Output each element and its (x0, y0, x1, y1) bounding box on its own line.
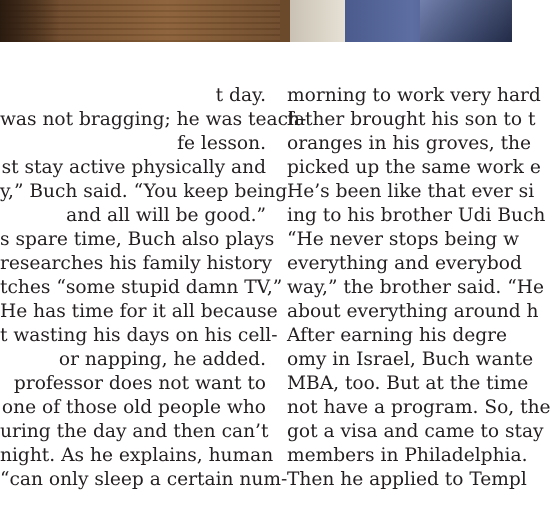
text-line: oranges in his groves, the (287, 133, 532, 154)
left-text-column (0, 84, 307, 492)
text-line: picked up the same work e (287, 157, 541, 178)
text-line: everything and everybod (287, 253, 522, 274)
text-line: morning to work very hard (287, 85, 541, 106)
text-line: professor does not want to (13, 373, 266, 394)
text-line: st stay active physically and (1, 157, 266, 178)
text-line: or napping, he added. (58, 349, 266, 370)
text-line: tches “some stupid damn TV,” (0, 277, 283, 298)
text-line: one of those old people who (1, 397, 266, 418)
text-line: omy in Israel, Buch wante (287, 349, 534, 370)
shadow-area (0, 0, 60, 42)
text-line: not have a program. So, the (287, 397, 551, 418)
text-line: and all will be good.” (66, 205, 266, 226)
text-line: After earning his degre (287, 325, 508, 346)
text-line: ing to his brother Udi Buch (287, 205, 546, 226)
text-line: members in Philadelphia. (287, 445, 528, 466)
text-line: was not bragging; he was teach- (0, 109, 307, 130)
clothing-shade (420, 0, 512, 42)
text-line: got a visa and came to stay (287, 421, 544, 442)
text-line: about everything around h (287, 301, 539, 322)
text-line: “He never stops being w (287, 229, 520, 250)
text-line: He’s been like that ever si (287, 181, 535, 202)
text-line: MBA, too. But at the time (287, 373, 529, 394)
text-line: t wasting his days on his cell- (0, 325, 278, 346)
text-line: father brought his son to t (287, 109, 536, 130)
text-line: researches his family history (0, 253, 273, 274)
text-line: uring the day and then can’t (0, 421, 269, 442)
header-photo (0, 0, 512, 42)
light-area (290, 0, 350, 42)
text-line: Then he applied to Templ (287, 469, 527, 490)
text-line: way,” the brother said. “He (287, 277, 544, 298)
text-line: He has time for it all because (0, 301, 278, 322)
text-line: fe lesson. (177, 133, 266, 154)
text-line: y,” Buch said. “You keep being (0, 181, 288, 202)
text-line: night. As he explains, human (0, 445, 274, 466)
text-line: “can only sleep a certain num- (0, 469, 288, 490)
text-line: s spare time, Buch also plays (0, 229, 275, 250)
text-line: t day. (215, 85, 266, 106)
right-text-column (287, 84, 551, 492)
